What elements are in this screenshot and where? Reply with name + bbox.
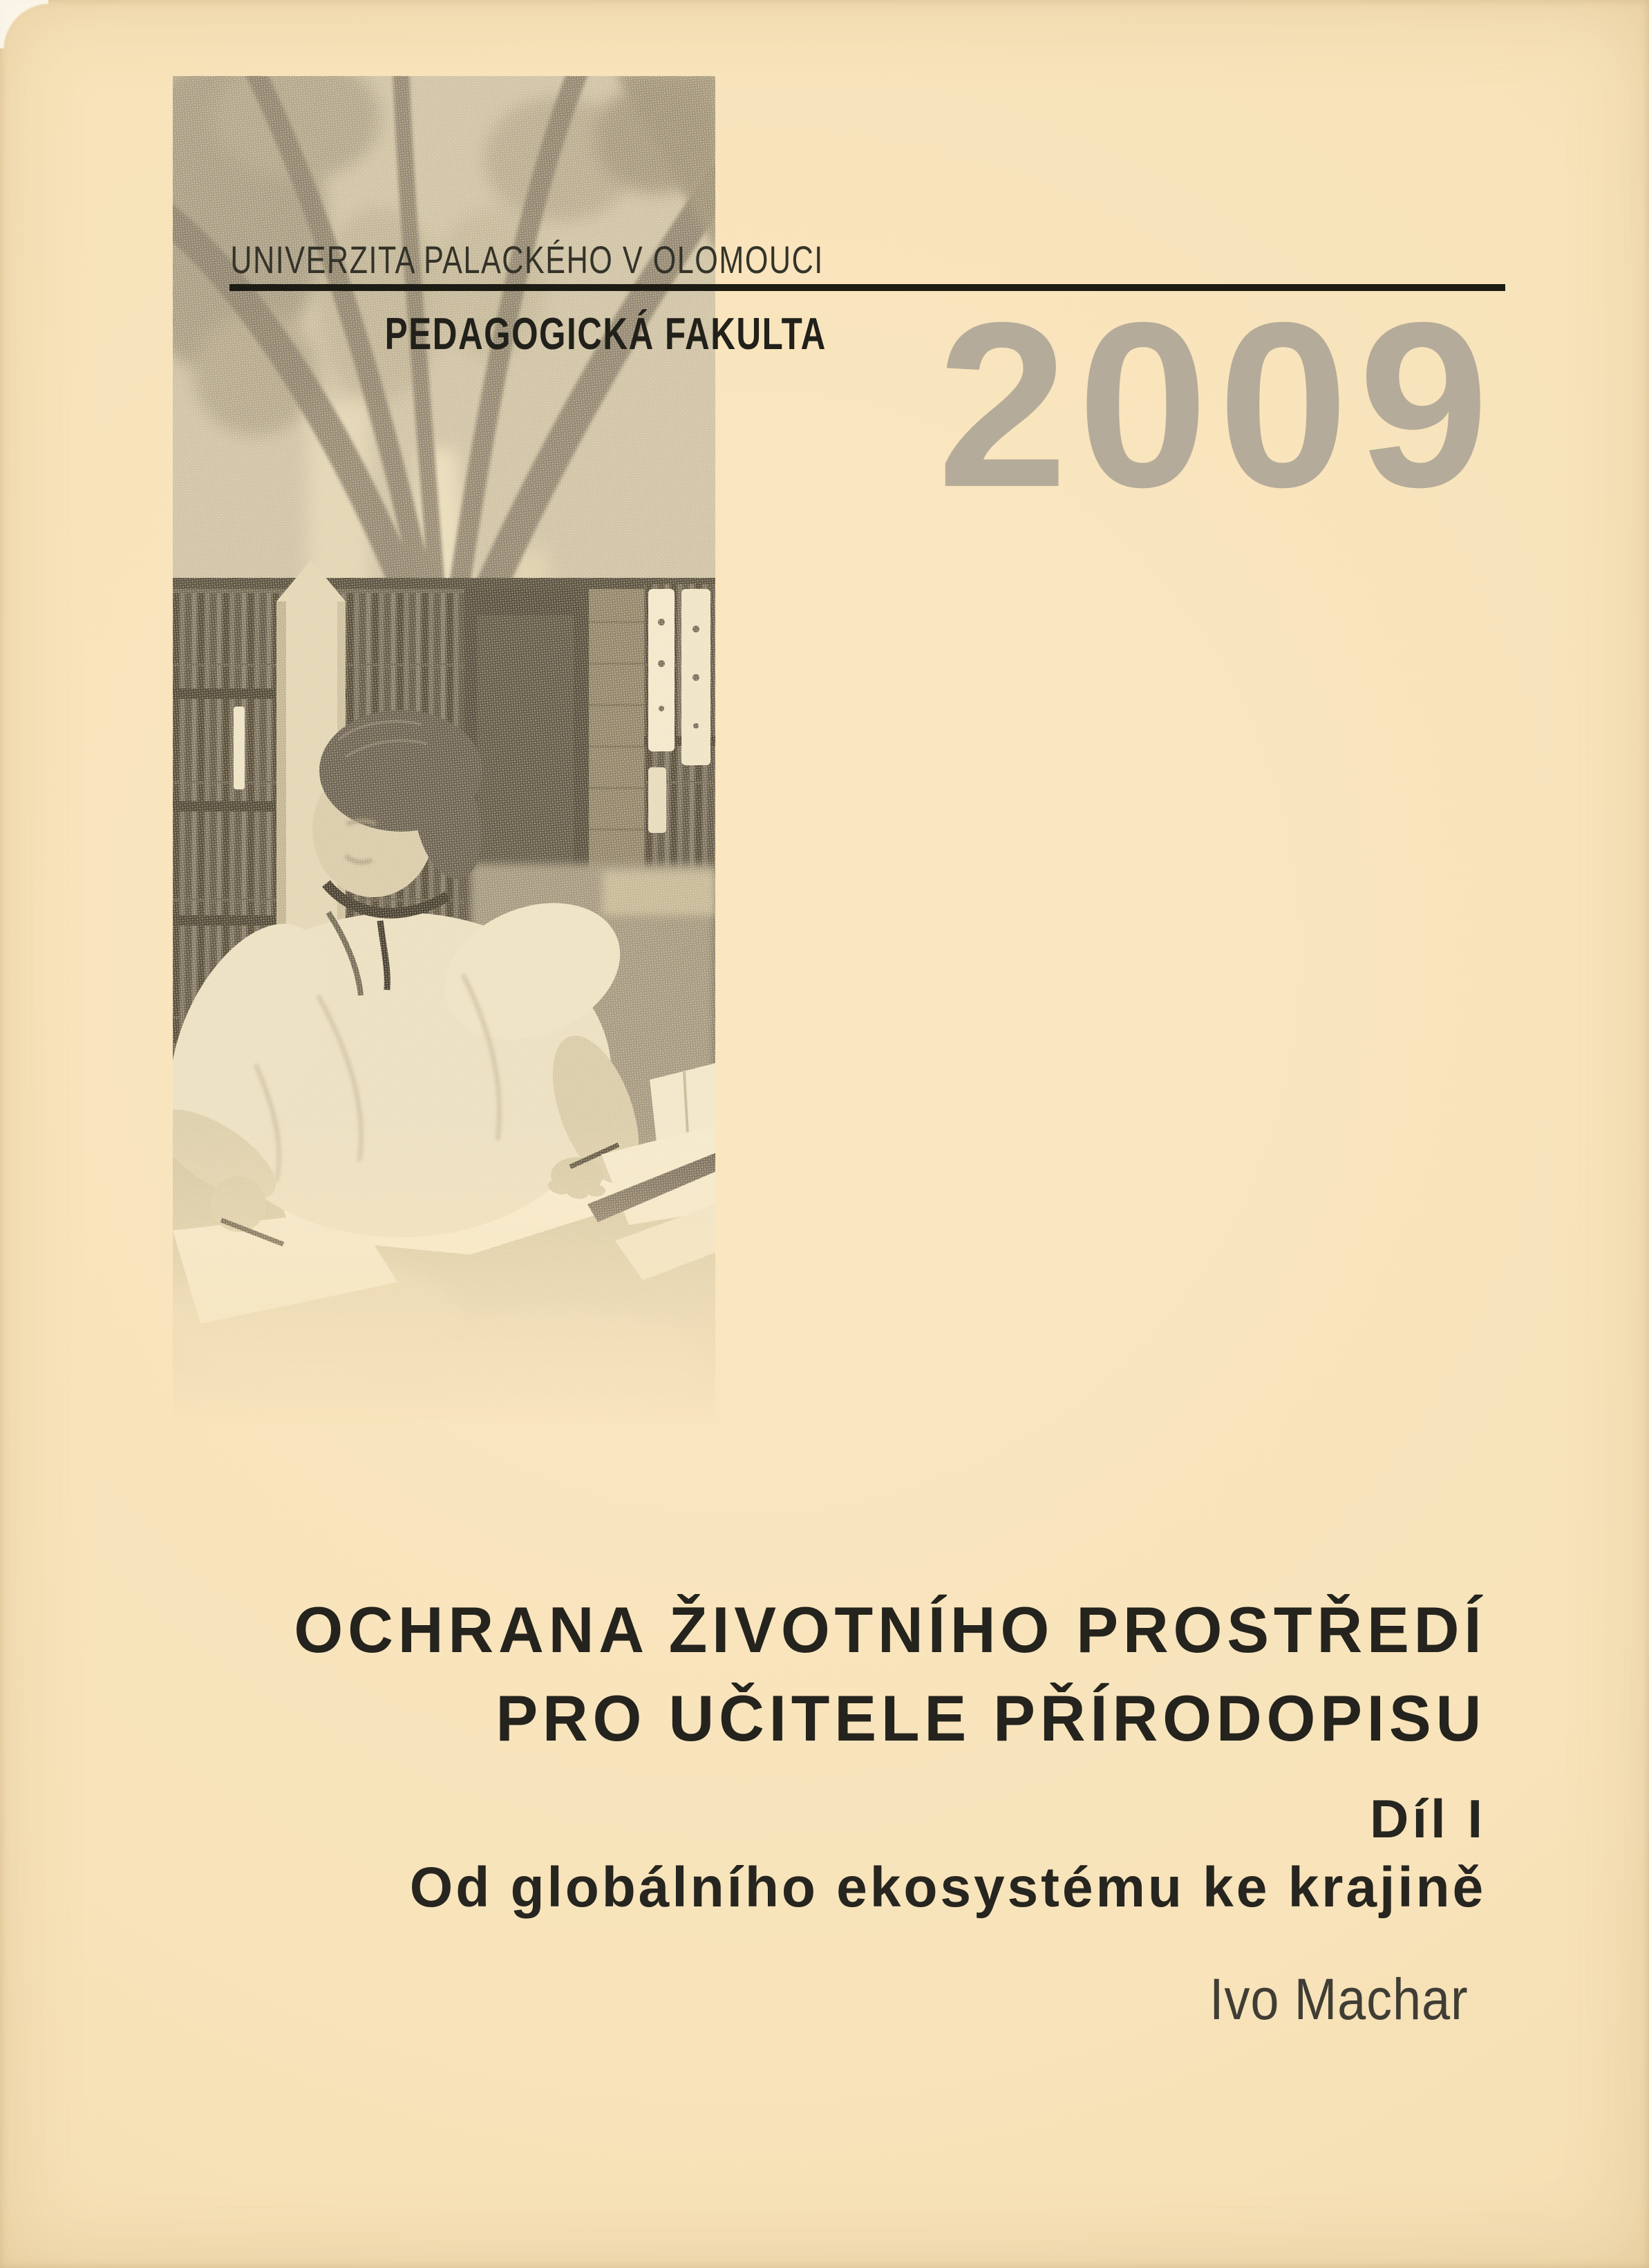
university-name: UNIVERZITA PALACKÉHO V OLOMOUCI — [230, 238, 824, 281]
volume-label: Díl I — [1369, 1788, 1486, 1849]
title-line-2: PRO UČITELE PŘÍRODOPISU — [496, 1682, 1486, 1754]
faculty-name: PEDAGOGICKÁ FAKULTA — [384, 308, 827, 359]
title-line-1: OCHRANA ŽIVOTNÍHO PROSTŘEDÍ — [294, 1593, 1486, 1666]
subtitle: Od globálního ekosystému ke krajině — [409, 1856, 1486, 1919]
scan-corner-artifact — [0, 0, 48, 48]
author-name: Ivo Machar — [1209, 1967, 1468, 2032]
year-numerals: 2009 — [937, 274, 1499, 536]
